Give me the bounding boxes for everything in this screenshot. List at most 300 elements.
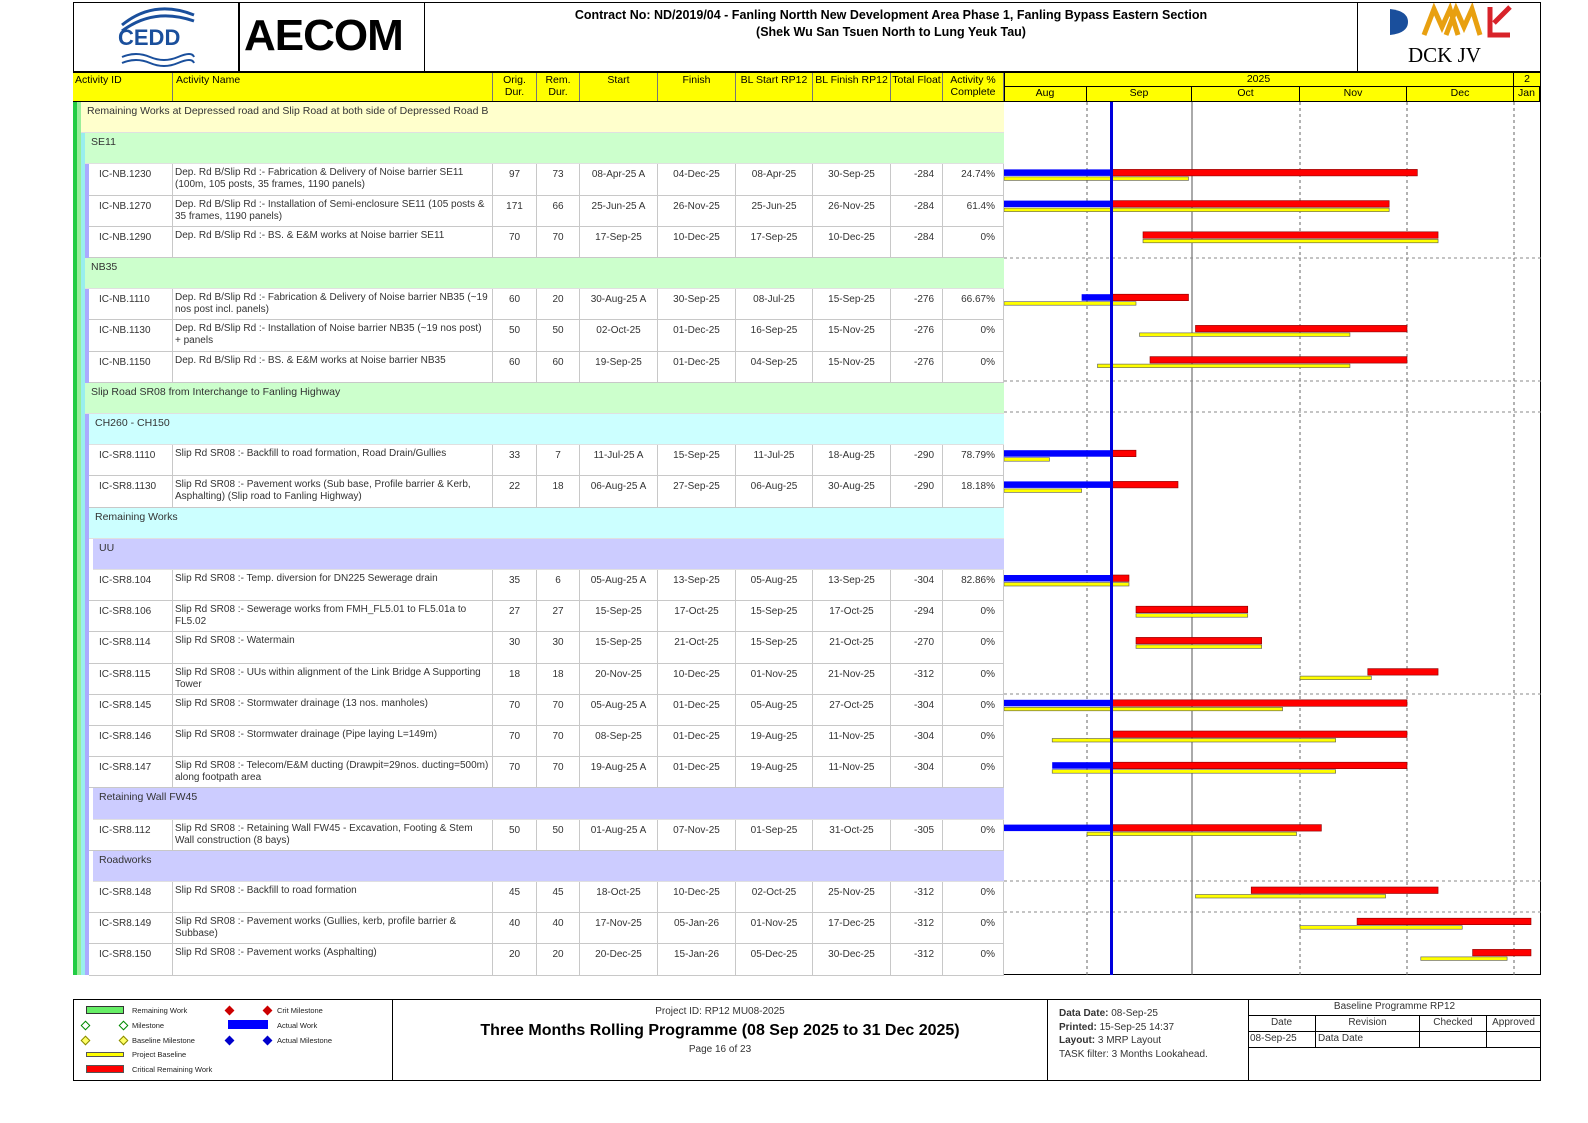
critical-bar [1136, 606, 1248, 613]
cell-orig: 60 [493, 352, 537, 382]
baseline-bar [1004, 302, 1136, 306]
cell-name: Slip Rd SR08 :- Sewerage works from FMH_FL5.01 to FL5.01a to FL5.02 [173, 601, 493, 631]
group-band[interactable]: NB35 [85, 258, 1004, 289]
cell-rem: 30 [537, 632, 580, 662]
cell-id: IC-NB.1110 [89, 289, 173, 319]
baseline-bar [1300, 926, 1462, 930]
cell-blfinish: 21-Oct-25 [813, 632, 891, 662]
table-row[interactable] [89, 757, 1004, 788]
baseline-bar [1004, 489, 1082, 493]
cell-id: IC-SR8.145 [89, 695, 173, 725]
col-bl-finish[interactable]: BL Finish RP12 [813, 73, 891, 101]
critical-bar [1473, 949, 1531, 956]
cell-orig: 70 [493, 695, 537, 725]
cell-orig: 27 [493, 601, 537, 631]
cell-id: IC-SR8.147 [89, 757, 173, 787]
cell-pct: 0% [943, 664, 1004, 694]
cell-id: IC-SR8.112 [89, 820, 173, 850]
legend-baseline-label: Project Baseline [132, 1050, 187, 1059]
timescale-year: 2025 [1004, 73, 1514, 87]
cell-start: 19-Aug-25 A [580, 757, 658, 787]
gantt-chart [1004, 102, 1541, 975]
aecom-logo-box [239, 2, 425, 72]
cell-blstart: 04-Sep-25 [736, 352, 813, 382]
cell-name: Slip Rd SR08 :- Backfill to road formation, Road Drain/Gullies [173, 445, 493, 475]
cell-float: -304 [891, 726, 943, 756]
cell-blfinish: 15-Nov-25 [813, 352, 891, 382]
cell-id: IC-NB.1230 [89, 164, 173, 194]
cell-blfinish: 21-Nov-25 [813, 664, 891, 694]
critical-bar [1357, 918, 1531, 925]
cell-float: -270 [891, 632, 943, 662]
cell-pct: 0% [943, 882, 1004, 912]
cell-id: IC-SR8.1110 [89, 445, 173, 475]
project-id: Project ID: RP12 MU08-2025 [655, 1006, 785, 1017]
col-activity-id[interactable]: Activity ID [73, 73, 173, 101]
cell-start: 20-Dec-25 [580, 944, 658, 974]
cell-float: -294 [891, 601, 943, 631]
actual-bar [1004, 169, 1112, 176]
cell-float: -276 [891, 352, 943, 382]
group-band[interactable]: UU [93, 539, 1004, 570]
cell-blfinish: 31-Oct-25 [813, 820, 891, 850]
cell-rem: 70 [537, 695, 580, 725]
cell-blstart: 05-Dec-25 [736, 944, 813, 974]
col-bl-start[interactable]: BL Start RP12 [736, 73, 813, 101]
critical-bar [1150, 357, 1407, 364]
cell-name: Slip Rd SR08 :- Telecom/E&M ducting (Drawpit=29nos. ducting=500m) along footpath area [173, 757, 493, 787]
cell-rem: 20 [537, 289, 580, 319]
rev-cell [1420, 1032, 1487, 1048]
contract-line-1: Contract No: ND/2019/04 - Fanling Nortth New Development Area Phase 1, Fanling Bypass Eastern Section [574, 8, 1208, 22]
printed-label: Printed: [1059, 1021, 1097, 1033]
cell-finish: 15-Sep-25 [658, 445, 736, 475]
critical-bar [1143, 232, 1438, 239]
table-row[interactable] [89, 196, 1004, 227]
cell-orig: 40 [493, 913, 537, 943]
legend-crit-milestone-label: Crit Milestone [277, 1006, 323, 1015]
legend-remaining-label: Remaining Work [132, 1006, 188, 1015]
dck-logo-box [1357, 2, 1541, 72]
cell-finish: 07-Nov-25 [658, 820, 736, 850]
cell-float: -304 [891, 757, 943, 787]
cell-start: 01-Aug-25 A [580, 820, 658, 850]
cell-blstart: 16-Sep-25 [736, 320, 813, 350]
cell-float: -284 [891, 196, 943, 226]
cell-start: 17-Sep-25 [580, 227, 658, 257]
cell-orig: 33 [493, 445, 537, 475]
cell-pct: 66.67% [943, 289, 1004, 319]
cell-blstart: 02-Oct-25 [736, 882, 813, 912]
cell-finish: 30-Sep-25 [658, 289, 736, 319]
cell-start: 05-Aug-25 A [580, 570, 658, 600]
cell-start: 20-Nov-25 [580, 664, 658, 694]
table-row[interactable] [89, 882, 1004, 913]
actual-bar [1004, 481, 1112, 488]
actual-bar [1004, 700, 1112, 707]
critical-bar [1112, 201, 1390, 208]
cedd-logo-text: CEDD [118, 25, 181, 50]
baseline-bar [1004, 208, 1389, 212]
legend-baseline-milestone-label: Baseline Milestone [132, 1036, 195, 1045]
cell-finish: 26-Nov-25 [658, 196, 736, 226]
cell-finish: 05-Jan-26 [658, 913, 736, 943]
cell-orig: 18 [493, 664, 537, 694]
table-row[interactable] [89, 164, 1004, 195]
critical-bar [1112, 294, 1189, 301]
baseline-title: Baseline Programme RP12 [1248, 1001, 1541, 1016]
contract-line-2: (Shek Wu San Tsuen North to Lung Yeuk Tau) [756, 25, 1026, 39]
rev-cell: Data Date [1316, 1032, 1420, 1048]
cell-id: IC-NB.1150 [89, 352, 173, 382]
actual-bar [1004, 575, 1112, 582]
group-band[interactable]: Remaining Works at Depressed road and Slip Road at both side of Depressed Road B [81, 102, 1004, 133]
cell-rem: 70 [537, 726, 580, 756]
critical-bar [1112, 762, 1408, 769]
col-start[interactable]: Start [580, 73, 658, 101]
col-orig-dur[interactable]: Orig. Dur. [493, 73, 537, 101]
cell-pct: 0% [943, 320, 1004, 350]
cell-start: 11-Jul-25 A [580, 445, 658, 475]
table-row[interactable] [89, 476, 1004, 507]
rev-cell [1487, 1032, 1541, 1048]
cell-finish: 10-Dec-25 [658, 227, 736, 257]
table-row[interactable] [89, 664, 1004, 695]
table-row[interactable] [89, 913, 1004, 944]
rev-header: Checked [1420, 1016, 1487, 1032]
cell-orig: 97 [493, 164, 537, 194]
baseline-bar [1136, 614, 1248, 618]
cell-pct: 0% [943, 352, 1004, 382]
cell-blfinish: 11-Nov-25 [813, 726, 891, 756]
cell-pct: 0% [943, 757, 1004, 787]
month-label: Sep [1087, 87, 1192, 101]
cell-blstart: 08-Jul-25 [736, 289, 813, 319]
cell-rem: 18 [537, 664, 580, 694]
cell-pct: 78.79% [943, 445, 1004, 475]
cell-id: IC-SR8.149 [89, 913, 173, 943]
table-row[interactable] [89, 227, 1004, 258]
cell-start: 05-Aug-25 A [580, 695, 658, 725]
critical-bar [1112, 825, 1322, 832]
group-band[interactable]: Retaining Wall FW45 [93, 788, 1004, 819]
cell-start: 17-Nov-25 [580, 913, 658, 943]
cell-start: 15-Sep-25 [580, 601, 658, 631]
cell-start: 19-Sep-25 [580, 352, 658, 382]
baseline-bar [1052, 770, 1335, 774]
cell-start: 08-Apr-25 A [580, 164, 658, 194]
cell-pct: 0% [943, 726, 1004, 756]
baseline-bar [1195, 895, 1385, 899]
cell-blstart: 01-Nov-25 [736, 664, 813, 694]
critical-bar [1112, 575, 1130, 582]
data-info [1059, 1007, 1208, 1061]
task-filter: TASK filter: 3 Months Lookahead. [1059, 1048, 1208, 1060]
cell-blstart: 15-Sep-25 [736, 601, 813, 631]
cell-start: 15-Sep-25 [580, 632, 658, 662]
dck-logo-icon [1358, 3, 1540, 43]
baseline-bar [1140, 333, 1350, 337]
table-row[interactable] [89, 570, 1004, 601]
cell-rem: 50 [537, 820, 580, 850]
cell-rem: 27 [537, 601, 580, 631]
critical-bar [1195, 325, 1407, 332]
table-row[interactable] [89, 320, 1004, 351]
cell-rem: 20 [537, 944, 580, 974]
cell-blfinish: 15-Nov-25 [813, 320, 891, 350]
cell-orig: 35 [493, 570, 537, 600]
cell-name: Slip Rd SR08 :- Pavement works (Gullies, kerb, profile barrier & Subbase) [173, 913, 493, 943]
baseline-bar [1004, 177, 1189, 181]
group-band[interactable]: Remaining Works [89, 508, 1004, 539]
cell-orig: 30 [493, 632, 537, 662]
group-band[interactable]: CH260 - CH150 [89, 414, 1004, 445]
baseline-bar [1136, 645, 1262, 649]
cell-orig: 45 [493, 882, 537, 912]
cell-finish: 21-Oct-25 [658, 632, 736, 662]
cell-finish: 01-Dec-25 [658, 352, 736, 382]
cell-start: 06-Aug-25 A [580, 476, 658, 506]
cell-name: Slip Rd SR08 :- Pavement works (Sub base, Profile barrier & Kerb, Asphalting) (Slip road to Fanling Highway) [173, 476, 493, 506]
cell-blfinish: 10-Dec-25 [813, 227, 891, 257]
cell-blfinish: 17-Dec-25 [813, 913, 891, 943]
cell-pct: 0% [943, 632, 1004, 662]
cell-name: Dep. Rd B/Slip Rd :- Installation of Noise barrier NB35 (~19 nos post) + panels [173, 320, 493, 350]
cell-id: IC-SR8.106 [89, 601, 173, 631]
cell-id: IC-SR8.150 [89, 944, 173, 974]
cell-pct: 0% [943, 695, 1004, 725]
cell-float: -284 [891, 227, 943, 257]
cell-orig: 70 [493, 757, 537, 787]
layout-value: 3 MRP Layout [1097, 1035, 1162, 1046]
col-rem-dur[interactable]: Rem. Dur. [537, 73, 580, 101]
group-band[interactable]: Roadworks [93, 851, 1004, 882]
actual-bar [1082, 294, 1112, 301]
data-date-label: Data Date: [1059, 1008, 1109, 1019]
cell-blfinish: 27-Oct-25 [813, 695, 891, 725]
baseline-bar [1004, 707, 1283, 711]
cell-blfinish: 17-Oct-25 [813, 601, 891, 631]
cell-finish: 27-Sep-25 [658, 476, 736, 506]
cell-blfinish: 15-Sep-25 [813, 289, 891, 319]
critical-bar [1112, 481, 1179, 488]
cell-float: -312 [891, 664, 943, 694]
cell-blstart: 19-Aug-25 [736, 726, 813, 756]
cell-float: -290 [891, 476, 943, 506]
cell-pct: 0% [943, 913, 1004, 943]
cell-float: -305 [891, 820, 943, 850]
cell-name: Dep. Rd B/Slip Rd :- BS. & E&M works at Noise barrier NB35 [173, 352, 493, 382]
critical-bar [1112, 450, 1137, 457]
cell-start: 25-Jun-25 A [580, 196, 658, 226]
cell-pct: 0% [943, 601, 1004, 631]
cell-name: Dep. Rd B/Slip Rd :- Installation of Semi-enclosure SE11 (105 posts & 35 frames, 1190 panels) [173, 196, 493, 226]
cell-start: 30-Aug-25 A [580, 289, 658, 319]
cell-name: Slip Rd SR08 :- Temp. diversion for DN225 Sewerage drain [173, 570, 493, 600]
cedd-logo-box [73, 2, 239, 72]
table-row[interactable] [89, 601, 1004, 632]
cell-name: Slip Rd SR08 :- Stormwater drainage (Pipe laying L=149m) [173, 726, 493, 756]
rev-header: Revision [1316, 1016, 1420, 1032]
group-band[interactable]: Slip Road SR08 from Interchange to Fanling Highway [85, 383, 1004, 414]
legend-actual-label: Actual Work [277, 1021, 318, 1030]
cell-blstart: 17-Sep-25 [736, 227, 813, 257]
cell-rem: 60 [537, 352, 580, 382]
month-label: Jan [1514, 87, 1540, 101]
cell-blstart: 05-Aug-25 [736, 570, 813, 600]
table-row[interactable] [89, 726, 1004, 757]
cell-blstart: 11-Jul-25 [736, 445, 813, 475]
cell-float: -276 [891, 289, 943, 319]
table-row[interactable] [89, 944, 1004, 975]
baseline-bar [1004, 458, 1050, 462]
cell-blfinish: 30-Aug-25 [813, 476, 891, 506]
cell-pct: 18.18% [943, 476, 1004, 506]
cell-float: -312 [891, 882, 943, 912]
cell-float: -284 [891, 164, 943, 194]
legend-remaining-swatch [86, 1006, 124, 1014]
cell-orig: 22 [493, 476, 537, 506]
cell-rem: 40 [537, 913, 580, 943]
cell-float: -276 [891, 320, 943, 350]
rev-header: Approved [1487, 1016, 1541, 1032]
actual-bar [1004, 450, 1112, 457]
cell-name: Slip Rd SR08 :- Retaining Wall FW45 - Excavation, Footing & Stem Wall construction (8 bays) [173, 820, 493, 850]
cell-pct: 61.4% [943, 196, 1004, 226]
cell-id: IC-NB.1270 [89, 196, 173, 226]
cell-float: -312 [891, 913, 943, 943]
cell-float: -290 [891, 445, 943, 475]
critical-bar [1112, 731, 1408, 738]
cell-float: -304 [891, 570, 943, 600]
cell-orig: 50 [493, 820, 537, 850]
cell-name: Dep. Rd B/Slip Rd :- Fabrication & Delivery of Noise barrier NB35 (~19 nos post incl. panels) [173, 289, 493, 319]
rev-header: Date [1248, 1016, 1316, 1032]
cell-start: 08-Sep-25 [580, 726, 658, 756]
critical-bar [1251, 887, 1438, 894]
baseline-bar [1087, 832, 1297, 836]
cell-blfinish: 18-Aug-25 [813, 445, 891, 475]
cell-id: IC-SR8.1130 [89, 476, 173, 506]
cell-name: Slip Rd SR08 :- UUs within alignment of the Link Bridge A Supporting Tower [173, 664, 493, 694]
table-row[interactable] [89, 289, 1004, 320]
baseline-bar [1143, 239, 1438, 243]
baseline-bar [1421, 957, 1507, 961]
cell-blstart: 05-Aug-25 [736, 695, 813, 725]
col-pct-complete[interactable]: Activity % Complete [943, 73, 1004, 101]
cell-finish: 13-Sep-25 [658, 570, 736, 600]
col-total-float[interactable]: Total Float [891, 73, 943, 101]
cell-rem: 66 [537, 196, 580, 226]
aecom-logo-text: AECOM [244, 11, 403, 60]
critical-bar [1112, 700, 1408, 707]
cell-rem: 50 [537, 320, 580, 350]
cell-id: IC-SR8.146 [89, 726, 173, 756]
cell-id: IC-NB.1290 [89, 227, 173, 257]
legend-milestone-label: Milestone [132, 1021, 165, 1030]
col-activity-name[interactable]: Activity Name [173, 73, 493, 101]
contract-title [425, 7, 1357, 41]
cell-orig: 20 [493, 944, 537, 974]
table-row[interactable] [89, 445, 1004, 476]
cell-id: IC-SR8.115 [89, 664, 173, 694]
cell-float: -304 [891, 695, 943, 725]
cell-name: Slip Rd SR08 :- Watermain [173, 632, 493, 662]
group-band[interactable]: SE11 [85, 133, 1004, 164]
col-finish[interactable]: Finish [658, 73, 736, 101]
cell-id: IC-SR8.114 [89, 632, 173, 662]
cell-pct: 0% [943, 227, 1004, 257]
month-label: Aug [1004, 87, 1087, 101]
cell-finish: 10-Dec-25 [658, 664, 736, 694]
cell-blstart: 01-Nov-25 [736, 913, 813, 943]
cell-pct: 0% [943, 820, 1004, 850]
cell-orig: 171 [493, 196, 537, 226]
legend-critical-label: Critical Remaining Work [132, 1065, 213, 1074]
table-row[interactable] [89, 695, 1004, 726]
table-row[interactable] [89, 352, 1004, 383]
rev-cell: 08-Sep-25 [1248, 1032, 1316, 1048]
cell-name: Slip Rd SR08 :- Backfill to road formation [173, 882, 493, 912]
cell-pct: 24.74% [943, 164, 1004, 194]
cell-rem: 70 [537, 757, 580, 787]
baseline-bar [1052, 739, 1335, 743]
cell-float: -312 [891, 944, 943, 974]
cell-blfinish: 25-Nov-25 [813, 882, 891, 912]
cell-rem: 6 [537, 570, 580, 600]
cell-rem: 45 [537, 882, 580, 912]
cell-start: 02-Oct-25 [580, 320, 658, 350]
critical-bar [1112, 169, 1418, 176]
cell-finish: 01-Dec-25 [658, 757, 736, 787]
footer-title: Three Months Rolling Programme (08 Sep 2025 to 31 Dec 2025) [480, 1022, 960, 1039]
cell-orig: 70 [493, 726, 537, 756]
cell-orig: 50 [493, 320, 537, 350]
cell-name: Slip Rd SR08 :- Pavement works (Asphalting) [173, 944, 493, 974]
cell-blstart: 25-Jun-25 [736, 196, 813, 226]
timescale-year-2: 2 [1514, 73, 1540, 87]
baseline-bar [1300, 676, 1371, 680]
printed-value: 15-Sep-25 14:37 [1099, 1021, 1175, 1033]
month-label: Dec [1407, 87, 1514, 101]
cell-name: Dep. Rd B/Slip Rd :- Fabrication & Delivery of Noise barrier SE11 (100m, 105 posts, 35 frames, 1190 panels) [173, 164, 493, 194]
cell-orig: 70 [493, 227, 537, 257]
month-label: Nov [1300, 87, 1407, 101]
cell-finish: 17-Oct-25 [658, 601, 736, 631]
cell-pct: 0% [943, 944, 1004, 974]
dck-logo-text: DCK JV [1408, 43, 1481, 67]
cell-id: IC-SR8.104 [89, 570, 173, 600]
table-row[interactable] [89, 820, 1004, 851]
cell-pct: 82.86% [943, 570, 1004, 600]
cell-finish: 04-Dec-25 [658, 164, 736, 194]
cell-finish: 15-Jan-26 [658, 944, 736, 974]
cell-name: Dep. Rd B/Slip Rd :- BS. & E&M works at Noise barrier SE11 [173, 227, 493, 257]
cell-finish: 10-Dec-25 [658, 882, 736, 912]
cell-blfinish: 13-Sep-25 [813, 570, 891, 600]
cell-blfinish: 11-Nov-25 [813, 757, 891, 787]
actual-bar [1052, 762, 1111, 769]
month-label: Oct [1192, 87, 1300, 101]
table-row[interactable] [89, 632, 1004, 663]
cell-rem: 70 [537, 227, 580, 257]
cell-blfinish: 30-Dec-25 [813, 944, 891, 974]
cell-rem: 7 [537, 445, 580, 475]
cell-rem: 73 [537, 164, 580, 194]
cell-blfinish: 30-Sep-25 [813, 164, 891, 194]
legend-actual-milestone-label: Actual Milestone [277, 1036, 333, 1045]
legend-actual-swatch [228, 1020, 268, 1029]
